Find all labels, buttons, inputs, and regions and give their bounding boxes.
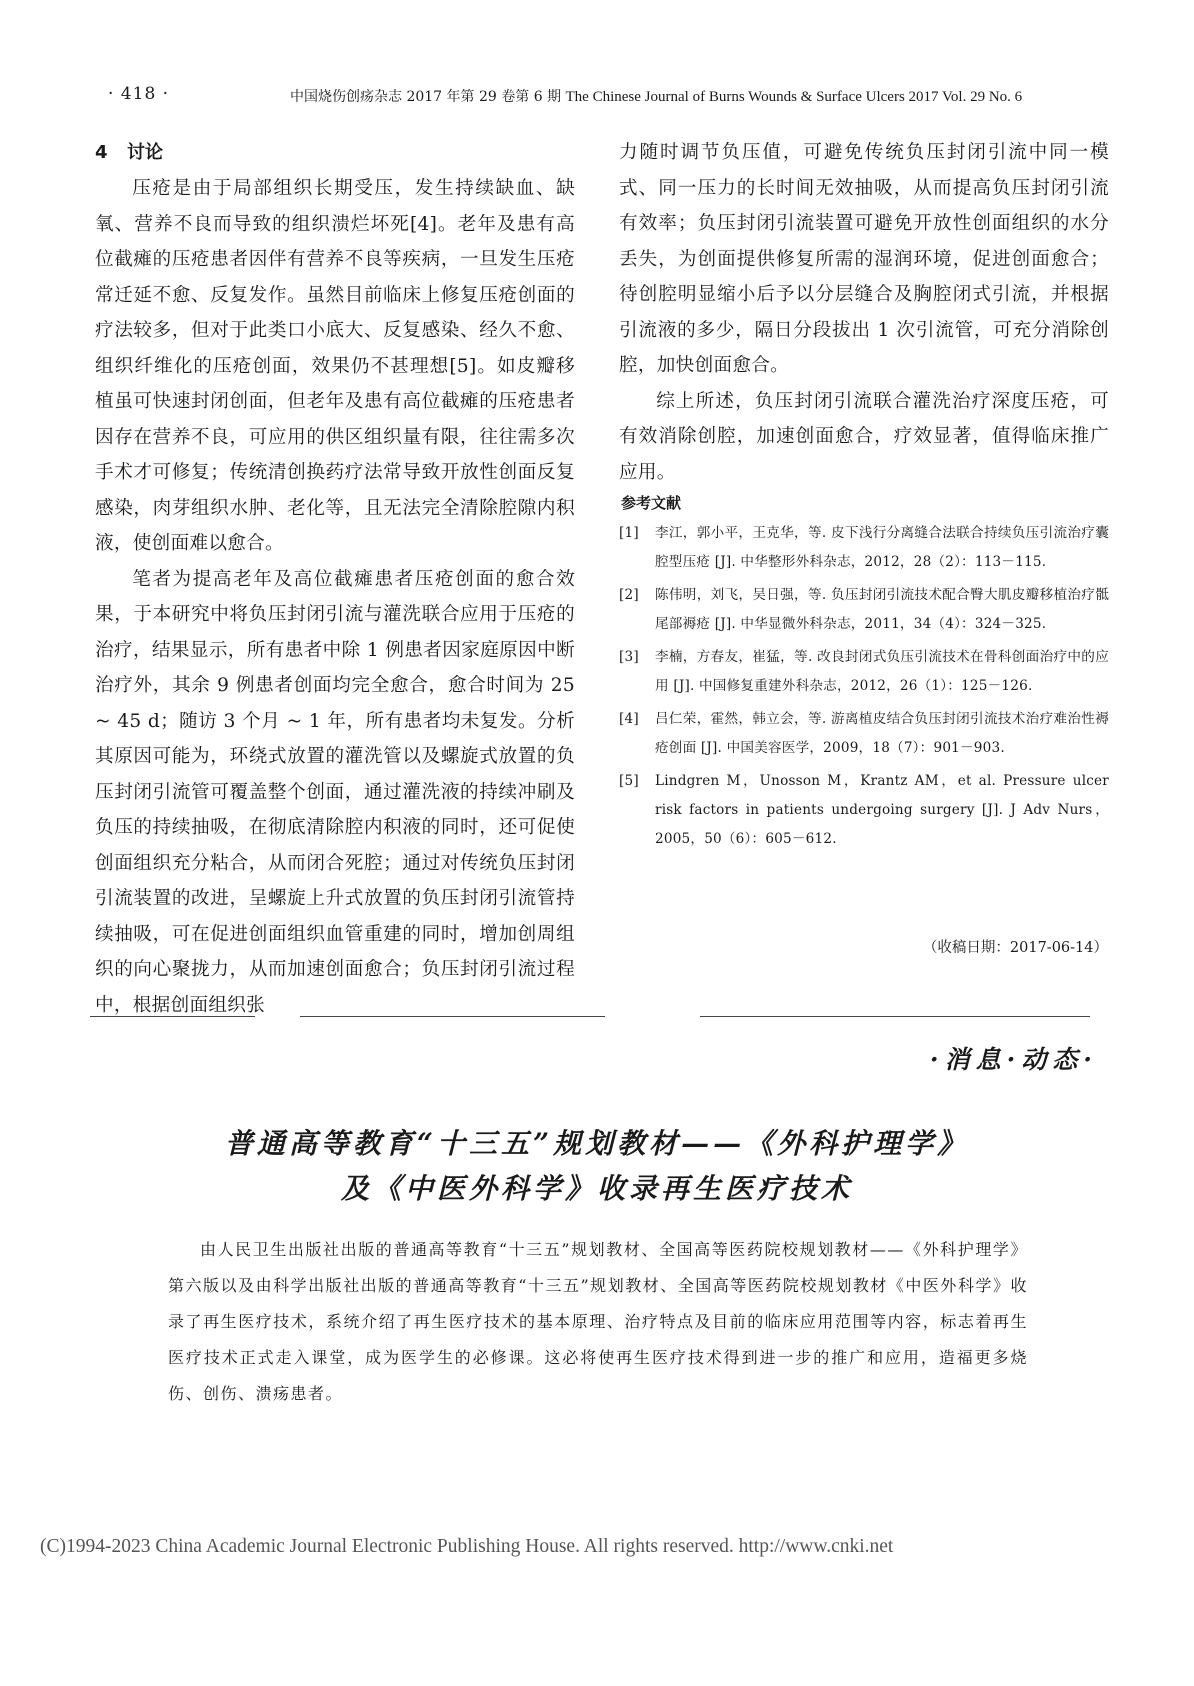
running-head-cn: 中国烧伤创疡杂志 2017 年第 29 卷第 6 期 — [290, 89, 562, 105]
reference-text: 李楠，方春友，崔猛，等. 改良封闭式负压引流技术在骨科创面治疗中的应用 [J]. 中国修复重建外科杂志，2012，26（1）：125－126. — [655, 649, 1109, 694]
reference-index: [2] — [619, 587, 639, 603]
reference-item — [619, 581, 1109, 639]
reference-text: 陈伟明，刘飞，吴日强，等. 负压封闭引流技术配合臀大肌皮瓣移植治疗骶尾部褥疮 [J]. 中华显微外科杂志，2011，34（4）：324－325. — [655, 587, 1109, 632]
news-title-line-1: 普通高等教育“十三五”规划教材——《外科护理学》 — [224, 1127, 970, 1160]
left-column — [95, 135, 575, 1023]
running-head-en: The Chinese Journal of Burns Wounds & Surface Ulcers 2017 Vol. 29 No. 6 — [565, 89, 1023, 105]
news-title-line-2: 及《中医外科学》收录再生医疗技术 — [340, 1172, 853, 1205]
references-title: 参考文献 — [621, 494, 682, 512]
discussion-paragraph-1: 压疮是由于局部组织长期受压，发生持续缺血、缺氧、营养不良而导致的组织溃烂坏死[4]。老年及患有高位截瘫的压疮患者因伴有营养不良等疾病，一旦发生压疮常迁延不愈、反复发作。虽然目前临床上修复压疮创面的疗法较多，但对于此类口小底大、反复感染、经久不愈、组织纤维化的压疮创面，效果仍不甚理想[5]。如皮瓣移植虽可快速封闭创面，但老年及患有高位截瘫的压疮患者因存在营养不良，可应用的供区组织量有限，往往需多次手术才可修复；传统清创换药疗法常导致开放性创面反复感染，肉芽组织水肿、老化等，且无法完全清除腔隙内积液，使创面难以愈合。 — [95, 178, 575, 554]
reference-item — [619, 767, 1109, 854]
divider-rule — [700, 1016, 1090, 1017]
section-heading — [95, 135, 575, 171]
reference-list — [619, 519, 1109, 854]
discussion-continuation: 力随时调节负压值，可避免传统负压封闭引流中同一模式、同一压力的长时间无效抽吸，从而提高负压封闭引流有效率；负压封闭引流装置可避免开放性创面组织的水分丢失，为创面提供修复所需的湿润环境，促进创面愈合；待创腔明显缩小后予以分层缝合及胸腔闭式引流，并根据引流液的多少，隔日分段拔出 1 次引流管，可充分消除创腔，加快创面愈合。 — [619, 142, 1109, 376]
divider-rule — [90, 1016, 255, 1017]
running-head — [290, 86, 1022, 106]
divider-rule — [300, 1016, 605, 1017]
reference-text: 李江，郭小平，王克华，等. 皮下浅行分离缝合法联合持续负压引流治疗囊腔型压疮 [J]. 中华整形外科杂志，2012，28（2）：113－115. — [655, 525, 1109, 570]
reference-index: [4] — [619, 711, 639, 727]
received-date: （收稿日期：2017-06-14） — [922, 940, 1108, 956]
section-title: 讨论 — [127, 142, 163, 163]
reference-item — [619, 643, 1109, 701]
reference-index: [5] — [619, 773, 639, 789]
reference-item — [619, 519, 1109, 577]
news-body: 由人民卫生出版社出版的普通高等教育“十三五”规划教材、全国高等医药院校规划教材——《外科护理学》第六版以及由科学出版社出版的普通高等教育“十三五”规划教材、全国高等医药院校规划教材《中医外科学》收录了再生医疗技术，系统介绍了再生医疗技术的基本原理、治疗特点及目前的临床应用范围等内容，标志着再生医疗技术正式走入课堂，成为医学生的必修课。这必将使再生医疗技术得到进一步的推广和应用，造福更多烧伤、创伤、溃疡患者。 — [168, 1240, 1028, 1403]
news-section-label: ·消息·动态· — [929, 1045, 1098, 1074]
reference-text: 吕仁荣，霍然，韩立会，等. 游离植皮结合负压封闭引流技术治疗难治性褥疮创面 [J]. 中国美容医学，2009，18（7）：901－903. — [655, 711, 1109, 756]
discussion-paragraph-2: 笔者为提高老年及高位截瘫患者压疮创面的愈合效果，于本研究中将负压封闭引流与灌洗联合应用于压疮的治疗，结果显示，所有患者中除 1 例患者因家庭原因中断治疗外，其余 9 例患者创面均完全愈合，愈合时间为 25 ~ 45 d；随访 3 个月 ~ 1 年，所有患者均未复发。分析其原因可能为，环绕式放置的灌洗管以及螺旋式放置的负压封闭引流管可覆盖整个创面，通过灌洗液的持续冲刷及负压的持续抽吸，在彻底清除腔内积液的同时，还可促使创面组织充分粘合，从而闭合死腔；通过对传统负压封闭引流装置的改进，呈螺旋上升式放置的负压封闭引流管持续抽吸，可在促进创面组织血管重建的同时，增加创周组织的向心聚拢力，从而加速创面愈合；负压封闭引流过程中，根据创面组织张 — [95, 568, 575, 1016]
reference-text: Lindgren M，Unosson M，Krantz AM，et al. Pressure ulcer risk factors in patients undergoing surgery [J]. J Adv Nurs，2005，50（6）：605－612. — [655, 773, 1109, 847]
copyright-footer: (C)1994-2023 China Academic Journal Electronic Publishing House. All rights reserved. http://www.cnki.net — [40, 1536, 894, 1557]
reference-index: [1] — [619, 525, 639, 541]
conclusion-paragraph: 综上所述，负压封闭引流联合灌洗治疗深度压疮，可有效消除创腔，加速创面愈合，疗效显著，值得临床推广应用。 — [619, 390, 1109, 483]
right-column — [619, 135, 1109, 858]
reference-index: [3] — [619, 649, 639, 665]
page-number: · 418 · — [108, 84, 170, 104]
section-number: 4 — [95, 142, 108, 163]
reference-item — [619, 705, 1109, 763]
